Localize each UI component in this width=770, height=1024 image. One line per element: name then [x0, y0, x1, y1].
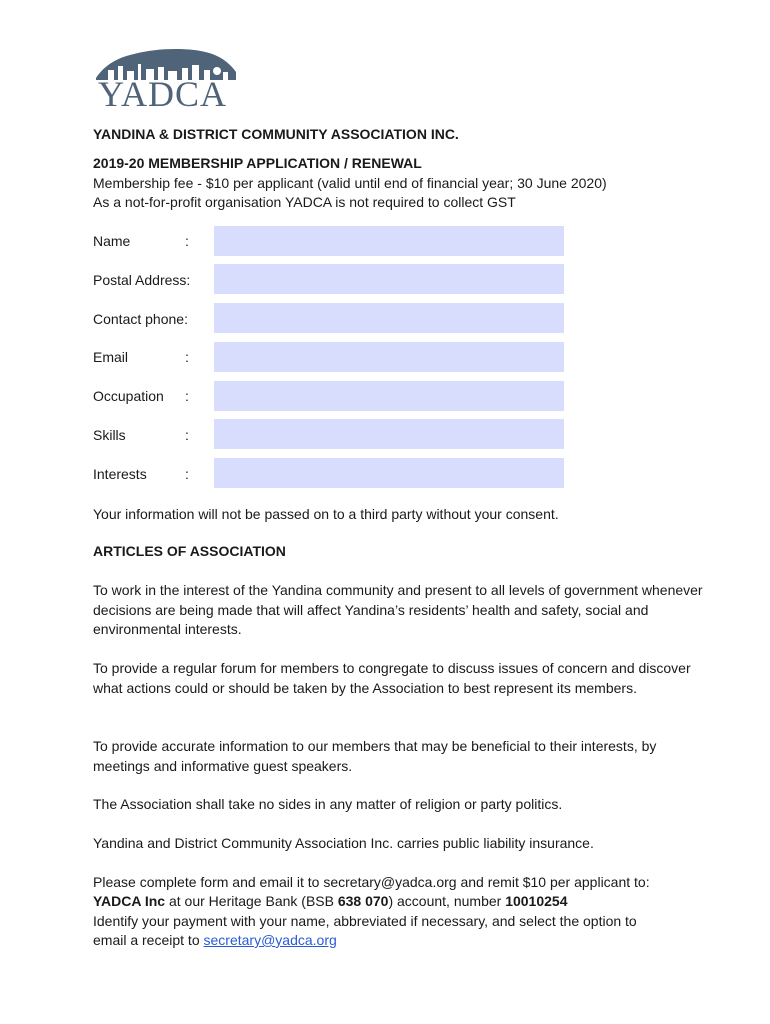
bank-text-b: ) account, number — [388, 893, 506, 909]
privacy-note: Your information will not be passed on to a third party without your consent. — [93, 506, 559, 522]
article-paragraph-1: To work in the interest of the Yandina community and present to all levels of government whenever decisions are being made that will affect Yandina’s residents’ health and safety, social and environmental interests. — [93, 582, 703, 637]
name-field[interactable] — [214, 226, 564, 256]
article-paragraph-3: To provide accurate information to our members that may be beneficial to their interests, by meetings and informative guest speakers. — [93, 738, 657, 774]
postal-address-field[interactable] — [214, 264, 564, 294]
interests-label: Interests — [93, 466, 147, 482]
articles-heading: ARTICLES OF ASSOCIATION — [93, 543, 286, 559]
skills-label: Skills — [93, 427, 126, 443]
org-name-heading: YANDINA & DISTRICT COMMUNITY ASSOCIATION INC. — [93, 126, 459, 142]
secretary-email-link[interactable]: secretary@yadca.org — [203, 932, 337, 948]
skills-field[interactable] — [214, 419, 564, 449]
contact-phone-label: Contact phone: — [93, 311, 188, 327]
bank-text-a: at our Heritage Bank (BSB — [165, 893, 338, 909]
membership-fee-text: Membership fee - $10 per applicant (valid until end of financial year; 30 June 2020) — [93, 175, 607, 191]
name-label: Name — [93, 233, 131, 249]
email-colon: : — [185, 349, 189, 365]
receipt-line — [93, 931, 337, 950]
insurance-note: Yandina and District Community Association Inc. carries public liability insurance. — [93, 835, 594, 851]
postal-address-label: Postal Address: — [93, 272, 191, 288]
article-paragraph-2: To provide a regular forum for members to congregate to discuss issues of concern and discover what actions could or should be taken by the Association to best represent its members. — [93, 660, 691, 696]
payee-name: YADCA Inc — [93, 893, 166, 909]
bsb-number: 638 070 — [337, 893, 389, 909]
payment-identify-text: Identify your payment with your name, abbreviated if necessary, and select the option to — [93, 913, 637, 929]
interests-colon: : — [185, 466, 189, 482]
payment-instructions: Please complete form and email it to secretary@yadca.org and remit $10 per applicant to: — [93, 874, 650, 890]
gst-note: As a not-for-profit organisation YADCA is not required to collect GST — [93, 194, 516, 210]
bank-details — [93, 892, 568, 911]
occupation-colon: : — [185, 388, 189, 404]
interests-field[interactable] — [214, 458, 564, 488]
article-paragraph-4: The Association shall take no sides in any matter of religion or party politics. — [93, 796, 563, 812]
account-number: 10010254 — [505, 893, 568, 909]
yadca-logo — [94, 44, 240, 114]
form-title: 2019-20 MEMBERSHIP APPLICATION / RENEWAL — [93, 155, 422, 171]
occupation-field[interactable] — [214, 381, 564, 411]
occupation-label: Occupation — [93, 388, 164, 404]
email-field[interactable] — [214, 342, 564, 372]
receipt-prefix: email a receipt to — [93, 932, 204, 948]
logo-wordmark: YADCA — [98, 74, 228, 114]
name-colon: : — [185, 233, 189, 249]
email-label: Email — [93, 349, 129, 365]
skills-colon: : — [185, 427, 189, 443]
contact-phone-field[interactable] — [214, 303, 564, 333]
